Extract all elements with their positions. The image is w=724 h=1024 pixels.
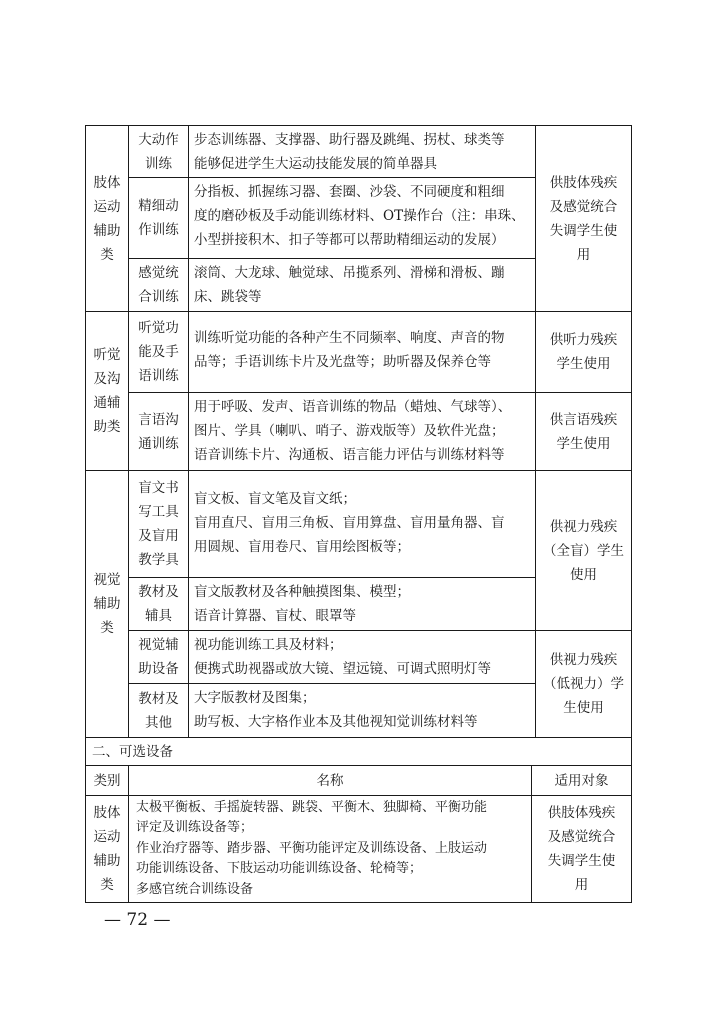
items-gross-motor: 步态训练器、支撑器、助行器及跳绳、拐杖、球类等 能够促进学生大运动技能发展的简单器具	[194, 132, 505, 172]
category-limb: 肢体 运动 辅助 类	[93, 174, 121, 263]
subcategory-hearing-sign: 听觉功 能及手 语训练	[138, 320, 179, 384]
items-visual-aids: 视功能训练工具及材料； 便携式助视器或放大镜、望远镜、可调式照明灯等	[194, 637, 491, 677]
category-vision: 视觉 辅助 类	[93, 572, 121, 636]
items-hearing-sign: 训练听觉功能的各种产生不同频率、响度、声音的物 品等；手语训练卡片及光盘等；助听器及保养仓等	[194, 330, 505, 370]
category-hearing: 听觉 及沟 通辅 助类	[93, 347, 121, 435]
target-hearing: 供听力残疾 学生使用	[549, 332, 618, 372]
table-border-right	[631, 125, 632, 903]
target-blind: 供视力残疾 （全盲）学生 使用	[543, 518, 624, 583]
items-materials-other: 大字版教材及图集； 助写板、大字格作业本及其他视知觉训练材料等	[194, 690, 478, 730]
items-braille-tools: 盲文板、盲文笔及盲文纸； 盲用直尺、盲用三角板、盲用算盘、盲用量角器、盲 用圆规、盲用卷尺、盲用绘图板等；	[194, 491, 505, 555]
target-limb: 供肢体残疾 及感觉统合 失调学生使 用	[549, 174, 618, 263]
table-rule	[128, 683, 536, 684]
items-fine-motor: 分指板、抓握练习器、套圈、沙袋、不同硬度和粗细 度的磨砂板及手动能训练材料、OT操作台（注：串珠、 小型拼接积木、扣子等都可以帮助精细运动的发展）	[194, 184, 525, 248]
items-sensory-integration: 滚筒、大龙球、触觉球、吊揽系列、滑梯和滑板、蹦 床、跳袋等	[194, 265, 505, 305]
subcategory-fine-motor: 精细动 作训练	[138, 198, 179, 238]
subcategory-teaching-materials: 教材及 辅具	[138, 584, 179, 624]
table-divider	[188, 125, 189, 737]
subcategory-materials-other: 教材及 其他	[138, 690, 179, 731]
header-target: 适用对象	[554, 772, 609, 789]
page-number: — 72 —	[104, 910, 171, 930]
section-title-optional-equipment: 二、可选设备	[92, 744, 173, 760]
table-rule	[128, 177, 536, 178]
target-speech: 供言语残疾 学生使用	[549, 411, 618, 452]
subcategory-gross-motor: 大动作 训练	[138, 131, 179, 172]
items-limb-optional: 太极平衡板、手摇旋转器、跳袋、平衡木、独脚椅、平衡功能 评定及训练设备等； 作业治疗器等、踏步器、平衡功能评定及训练设备、上肢运动 功能训练设备、下肢运动功能训练设备、轮椅等； 多感官统合训练设备	[136, 800, 488, 897]
table-rule	[128, 577, 536, 578]
items-speech: 用于呼吸、发声、语音训练的物品（蜡烛、气球等）、 图片、学具（喇叭、哨子、游戏版等）及软件光盘； 语音训练卡片、沟通板、语言能力评估与训练材料等	[194, 399, 512, 463]
subcategory-speech: 言语沟 通训练	[138, 411, 179, 452]
header-category: 类别	[93, 772, 121, 789]
target-limb-optional: 供肢体残疾 及感觉统合 失调学生使 用	[547, 805, 616, 893]
table-rule	[85, 902, 632, 903]
subcategory-visual-aids: 视觉辅 助设备	[138, 637, 179, 677]
subcategory-sensory-integration: 感觉统 合训练	[138, 265, 179, 305]
category-limb-optional: 肢体 运动 辅助 类	[93, 805, 121, 893]
table-rule	[128, 258, 536, 259]
items-teaching-materials: 盲文版教材及各种触摸图集、模型； 语音计算器、盲杖、眼罩等	[194, 584, 410, 624]
table-rule	[85, 737, 632, 738]
header-name: 名称	[316, 772, 344, 789]
target-low-vision: 供视力残疾 （低视力）学 生使用	[543, 652, 624, 716]
subcategory-braille-tools: 盲文书 写工具 及盲用 教学具	[138, 480, 179, 568]
